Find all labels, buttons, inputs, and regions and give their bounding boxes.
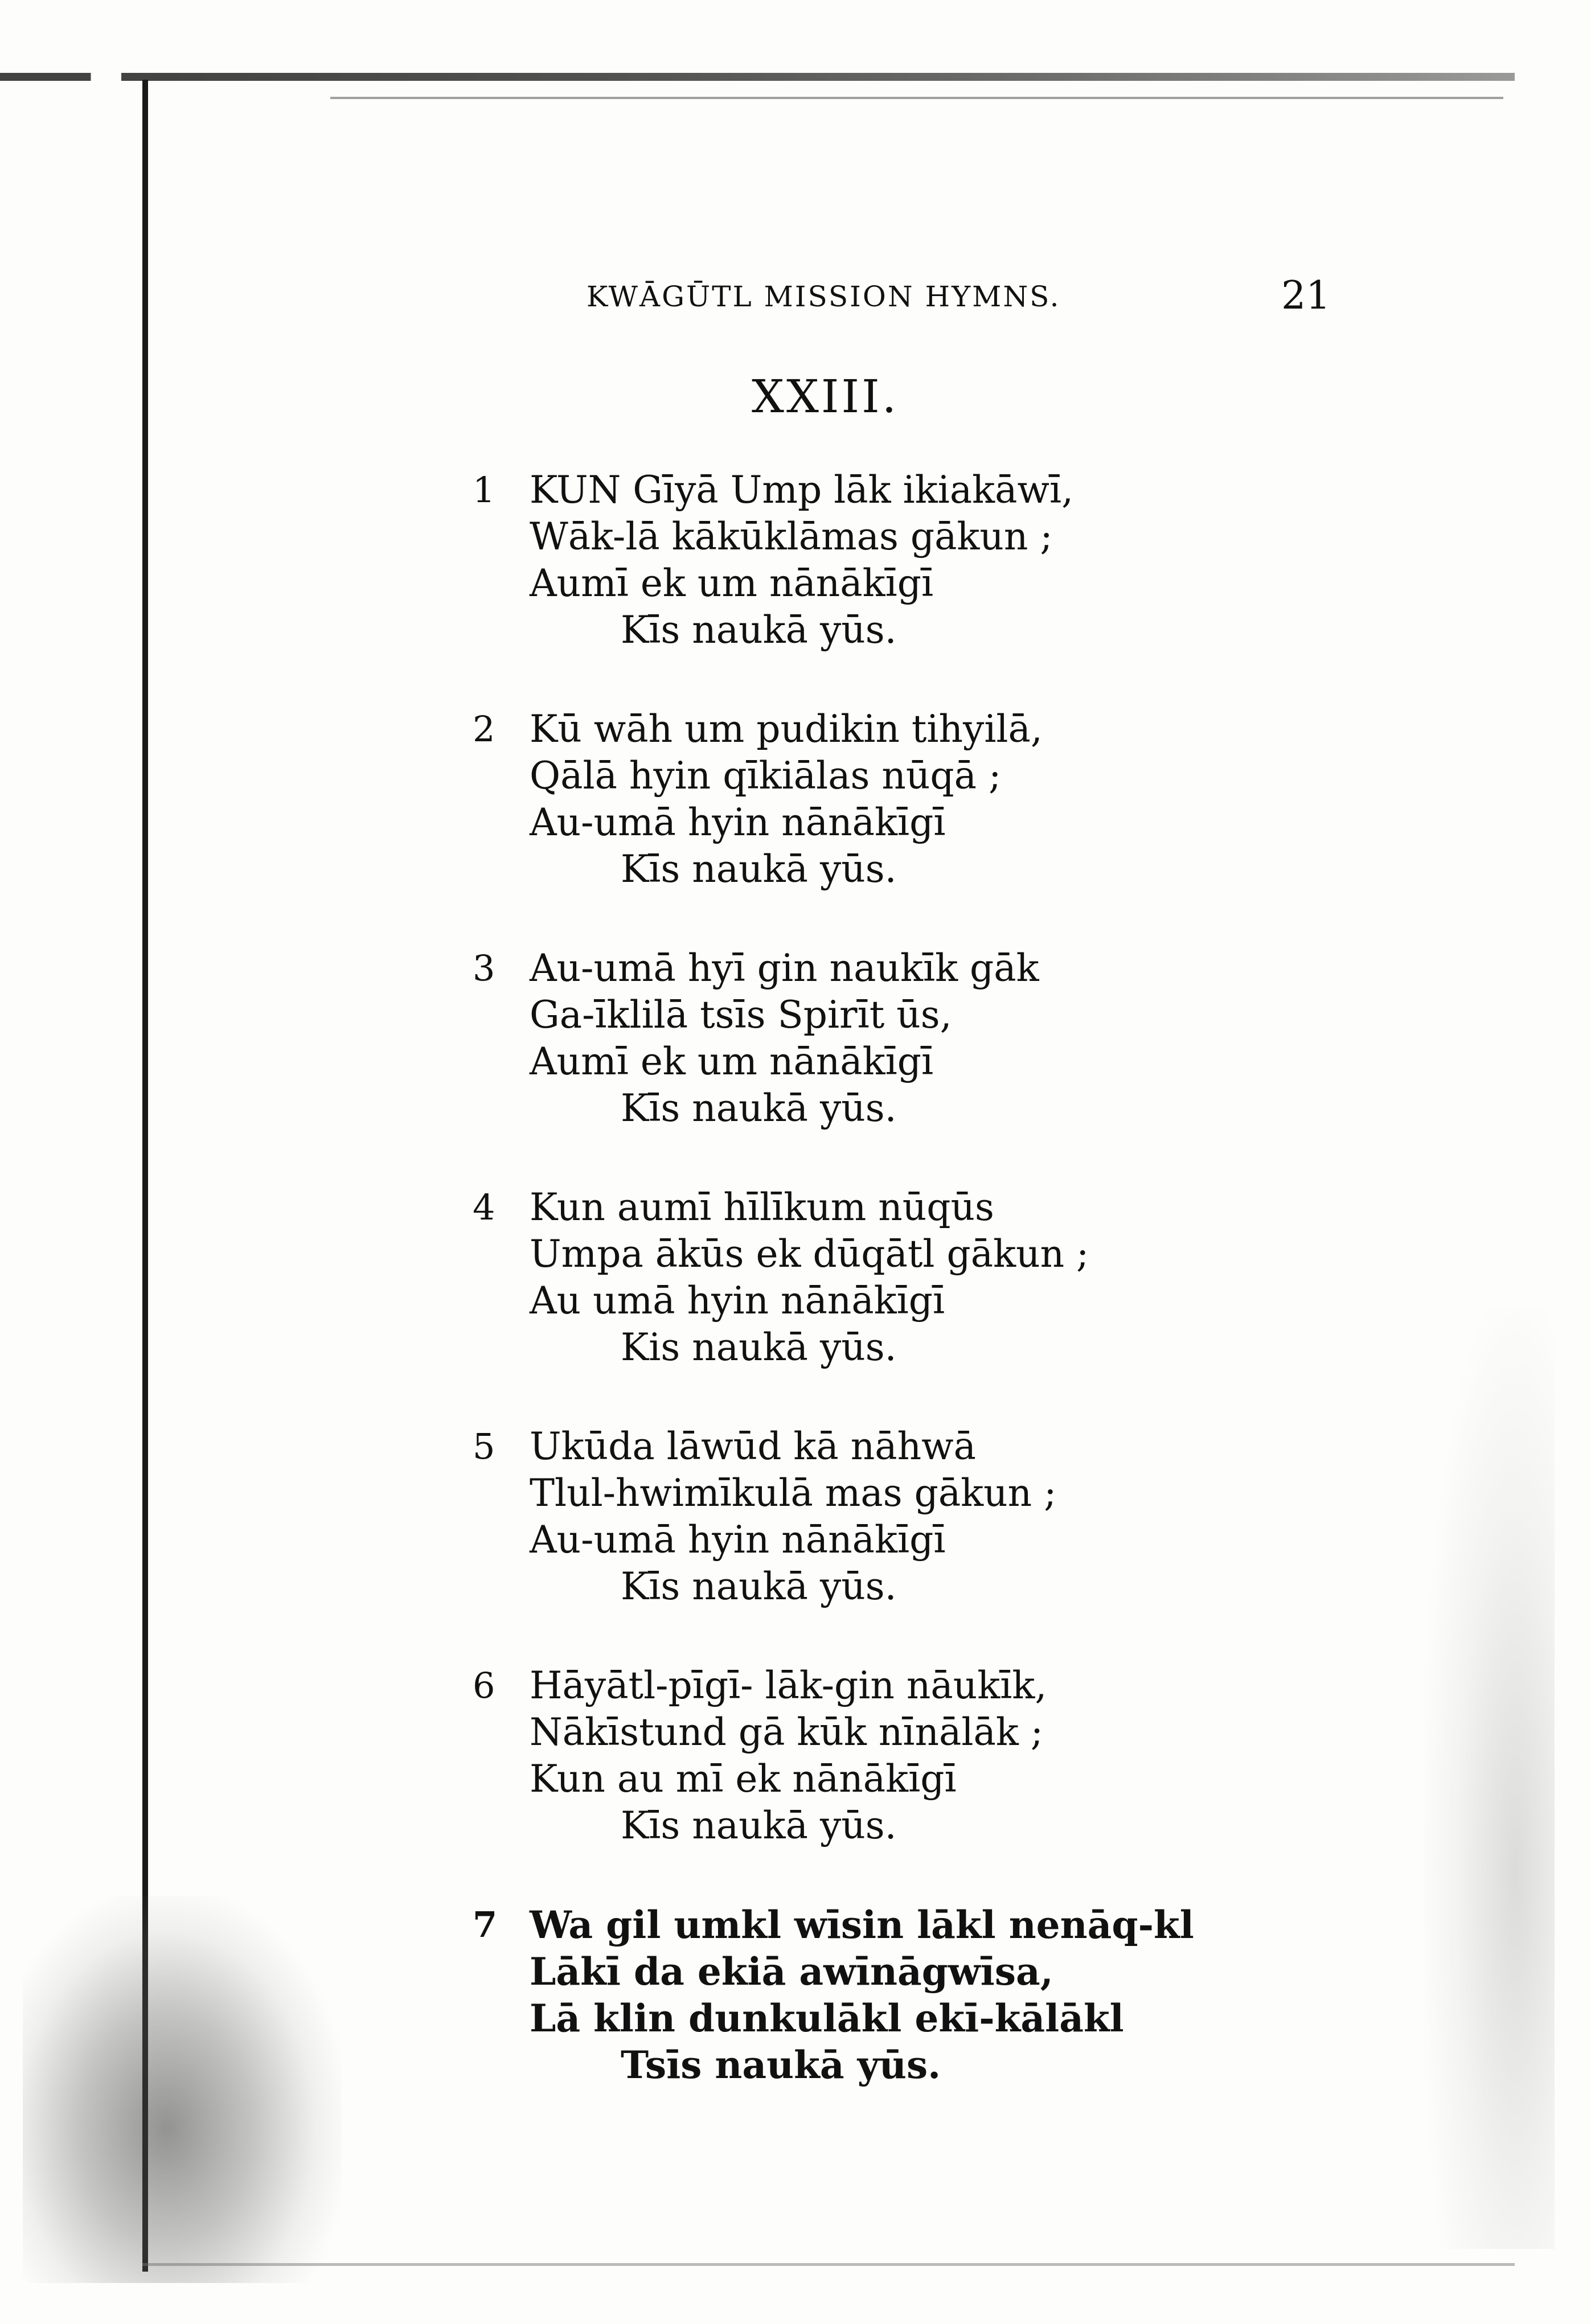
verse-line: Aumī ek um nānākīgī bbox=[530, 561, 934, 605]
verse-refrain: Kis naukā yūs. bbox=[621, 1325, 897, 1369]
verse-line: Au-umā hyin nānākīgī bbox=[530, 800, 946, 844]
verse-line: Ukūda lāwūd kā nāhwā bbox=[530, 1424, 976, 1468]
verse-line: Wa gil umkl wīsin lākl nenāq-kl bbox=[530, 1903, 1194, 1947]
top-border-rule bbox=[0, 73, 1515, 81]
verse-number: 3 bbox=[473, 947, 495, 989]
verse-4 bbox=[473, 1184, 1498, 1423]
verse-line: KUN Gīyā Ump lāk ikiakāwī, bbox=[530, 468, 1074, 512]
verse-line: Kun au mī ek nānākīgī bbox=[530, 1757, 957, 1801]
verse-5 bbox=[473, 1423, 1498, 1662]
verse-line: Lā klin dunkulākl ekī-kālākl bbox=[530, 1996, 1124, 2040]
verse-line: Kun aumī hīlīkum nūqūs bbox=[530, 1185, 994, 1229]
verse-number: 7 bbox=[473, 1904, 498, 1945]
top-border-rule-thin bbox=[330, 97, 1503, 99]
scan-smudge bbox=[23, 1896, 342, 2283]
verse-line: Aumī ek um nānākīgī bbox=[530, 1040, 934, 1083]
verse-line: Hāyātl-pīgī- lāk-gin nāukīk, bbox=[530, 1664, 1047, 1707]
verse-3 bbox=[473, 945, 1498, 1184]
verse-line: Ga-īklilā tsīs Spirīt ūs, bbox=[530, 993, 952, 1037]
verse-refrain: Kīs naukā yūs. bbox=[621, 608, 897, 652]
verse-refrain: Kīs naukā yūs. bbox=[621, 1086, 897, 1130]
verse-number: 2 bbox=[473, 708, 495, 750]
bottom-border-rule bbox=[142, 2263, 1515, 2266]
verse-line: Au-umā hyin nānākīgī bbox=[530, 1518, 946, 1562]
page-number: 21 bbox=[1281, 273, 1331, 318]
verse-line: Umpa ākūs ek dūqātl gākun ; bbox=[530, 1232, 1089, 1276]
verse-2 bbox=[473, 706, 1498, 945]
verse-line: Lākī da ekiā awīnāgwīsa, bbox=[530, 1949, 1053, 1994]
verse-refrain: Kīs naukā yūs. bbox=[621, 1565, 897, 1608]
verse-number: 5 bbox=[473, 1426, 495, 1467]
verse-line: Wāk-lā kākūklāmas gākun ; bbox=[530, 515, 1053, 559]
hymn-verses bbox=[473, 467, 1498, 2141]
verse-line: Au umā hyin nānākīgī bbox=[530, 1279, 945, 1323]
running-title: KWĀGŪTL MISSION HYMNS. bbox=[587, 280, 1061, 313]
verse-number: 6 bbox=[473, 1665, 495, 1706]
verse-refrain: Kīs naukā yūs. bbox=[621, 1804, 897, 1847]
verse-number: 1 bbox=[473, 469, 495, 511]
verse-1 bbox=[473, 467, 1498, 706]
verse-line: Au-umā hyī gin naukīk gāk bbox=[530, 946, 1039, 990]
verse-refrain: Tsīs naukā yūs. bbox=[621, 2043, 941, 2087]
verse-line: Kū wāh um pudikin tihyilā, bbox=[530, 707, 1043, 751]
verse-line: Nākīstund gā kūk nīnālāk ; bbox=[530, 1710, 1044, 1754]
verse-line: Tlul-hwimīkulā mas gākun ; bbox=[530, 1471, 1057, 1515]
verse-refrain: Kīs naukā yūs. bbox=[621, 847, 897, 891]
verse-line: Qālā hyin qīkiālas nūqā ; bbox=[530, 754, 1002, 798]
running-header bbox=[587, 273, 1331, 319]
verse-number: 4 bbox=[473, 1186, 495, 1228]
hymn-number: XXIII. bbox=[752, 370, 899, 423]
verse-6 bbox=[473, 1662, 1498, 1902]
verse-7 bbox=[473, 1902, 1498, 2141]
